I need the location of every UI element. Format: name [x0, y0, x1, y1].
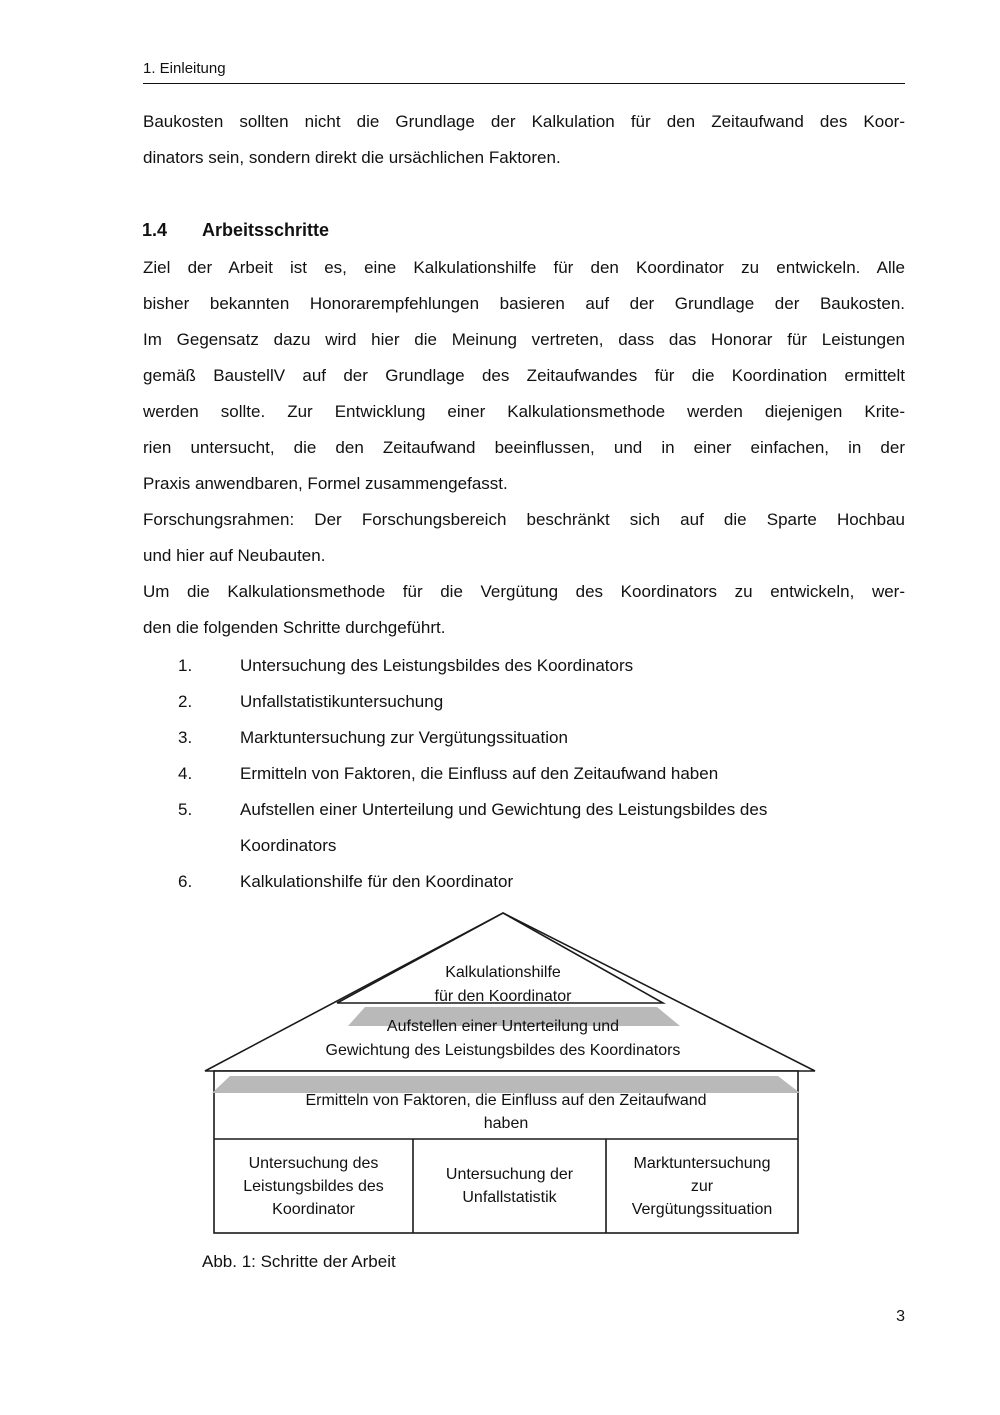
list-item-number: 3.: [178, 728, 193, 747]
list-item: [143, 756, 905, 792]
body-paragraph-3: [143, 574, 905, 646]
text-line: Kalkulationshilfe für den Koordinator: [240, 872, 514, 891]
text-line: Aufstellen einer Unterteilung und Gewichtung des Leistungsbildes des: [240, 800, 768, 819]
text-line: Untersuchung des: [248, 1154, 379, 1172]
text-line: Baukosten sollten nicht die Grundlage der Kalkulation für den Zeitaufwand des Koor-: [143, 112, 905, 131]
list-item-text: [240, 684, 905, 720]
list-item-number: 4.: [178, 764, 193, 783]
diagram-cell-3: [606, 1139, 798, 1233]
list-item: [143, 864, 905, 900]
roof-top-label: [323, 961, 683, 1009]
text-line: dinators sein, sondern direkt die ursächlichen Faktoren.: [143, 148, 561, 167]
text-line: gemäß BaustellV auf der Grundlage des Zeitaufwandes für die Koordination ermittelt: [143, 366, 905, 385]
text-line: Marktuntersuchung: [633, 1154, 771, 1172]
text-line: Gewichtung des Leistungsbildes des Koordinators: [325, 1042, 681, 1059]
band-label: [220, 1089, 792, 1135]
list-item-number: 5.: [178, 800, 193, 819]
text-line: rien untersucht, die den Zeitaufwand beeinflussen, und in einer einfachen, in der: [143, 438, 905, 457]
text-line: Ermitteln von Faktoren, die Einfluss auf den Zeitaufwand haben: [240, 764, 719, 783]
figure-caption: Abb. 1: Schritte der Arbeit: [202, 1252, 396, 1271]
list-item-text: [240, 864, 905, 900]
list-item: [143, 684, 905, 720]
text-line: den die folgenden Schritte durchgeführt.: [143, 618, 446, 637]
text-line: Ziel der Arbeit ist es, eine Kalkulationshilfe für den Koordinator zu entwickeln. Alle: [143, 258, 905, 277]
text-line: Untersuchung der: [445, 1166, 574, 1183]
diagram-cells-row: [214, 1139, 798, 1233]
intro-paragraph: [143, 104, 905, 176]
roof-mid-label: [243, 1015, 763, 1063]
text-line: zur: [690, 1177, 714, 1195]
text-line: Forschungsrahmen: Der Forschungsbereich beschränkt sich auf die Sparte Hochbau: [143, 510, 905, 529]
list-item-text: [240, 720, 905, 756]
text-line: Ermitteln von Faktoren, die Einfluss auf den Zeitaufwand: [305, 1092, 707, 1109]
list-item-number: 6.: [178, 872, 193, 891]
text-line: Koordinators: [240, 836, 337, 855]
text-line: bisher bekannten Honorarempfehlungen basieren auf der Grundlage der Baukosten.: [143, 294, 905, 313]
list-item-number: 2.: [178, 692, 193, 711]
section-heading: [142, 218, 904, 242]
body-paragraph-2: [143, 502, 905, 574]
page-number: 3: [896, 1308, 905, 1325]
text-line: Im Gegensatz dazu wird hier die Meinung vertreten, dass das Honorar für Leistungen: [143, 330, 905, 349]
running-header: [143, 60, 905, 84]
text-line: Marktuntersuchung zur Vergütungssituation: [240, 728, 568, 747]
section-title: Arbeitsschritte: [202, 220, 330, 240]
text-line: Unfallstatistik: [462, 1189, 557, 1206]
text-line: Um die Kalkulationsmethode für die Vergütung des Koordinators zu entwickeln, wer-: [143, 582, 905, 601]
list-item: [143, 720, 905, 756]
text-line: Koordinator: [272, 1200, 355, 1218]
text-line: Untersuchung des Leistungsbildes des Koordinators: [240, 656, 634, 675]
text-line: werden sollte. Zur Entwicklung einer Kalkulationsmethode werden diejenigen Krite-: [143, 402, 905, 421]
text-line: für den Koordinator: [434, 988, 572, 1005]
list-item: [143, 792, 905, 864]
running-header-text: 1. Einleitung: [143, 60, 226, 77]
diagram-cell-2: [413, 1139, 606, 1233]
section-number: 1.4: [142, 220, 168, 240]
list-item-text: [240, 756, 905, 792]
text-line: Vergütungssituation: [631, 1200, 773, 1218]
list-item-number: 1.: [178, 656, 193, 675]
body-paragraph-1: [143, 250, 905, 502]
steps-diagram: [200, 905, 820, 1245]
text-line: Aufstellen einer Unterteilung und: [386, 1018, 620, 1035]
list-item-text: [240, 648, 905, 684]
text-line: Unfallstatistikuntersuchung: [240, 692, 444, 711]
text-line: Praxis anwendbaren, Formel zusammengefasst.: [143, 474, 508, 493]
list-item-text: [240, 792, 905, 864]
text-line: haben: [483, 1115, 529, 1132]
text-line: Kalkulationshilfe: [445, 964, 561, 981]
diagram-cell-1: [214, 1139, 413, 1233]
text-line: und hier auf Neubauten.: [143, 546, 326, 565]
steps-list: [143, 648, 905, 900]
text-line: Leistungsbildes des: [243, 1177, 384, 1195]
list-item: [143, 648, 905, 684]
